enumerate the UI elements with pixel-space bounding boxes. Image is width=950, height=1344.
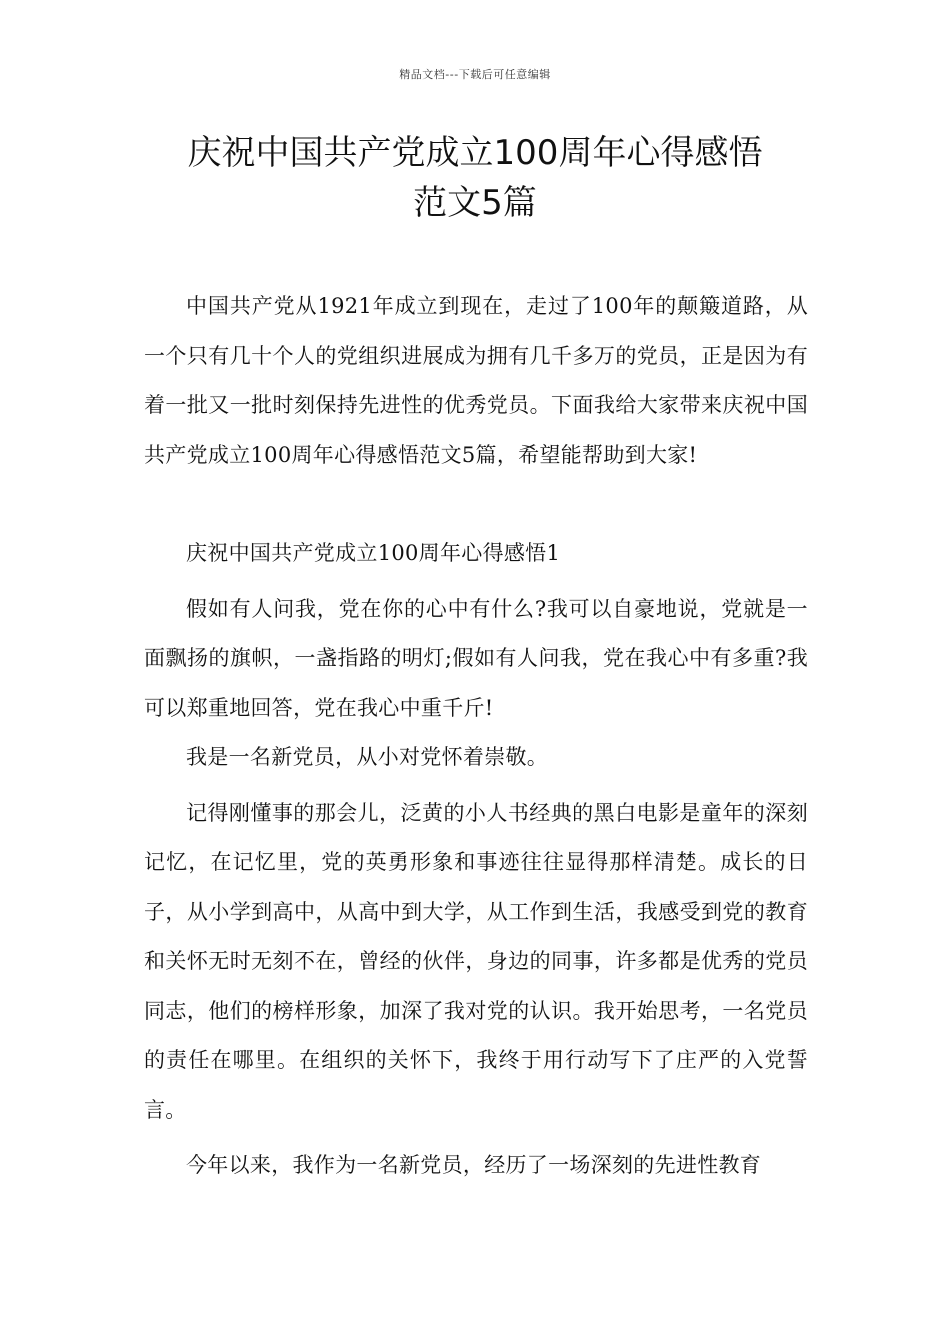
document-body [144,282,808,1191]
body-paragraph-4: 今年以来，我作为一名新党员，经历了一场深刻的先进性教育 [186,1153,762,1177]
body-paragraph-2: 我是一名新党员，从小对党怀着崇敬。 [186,745,549,769]
intro-paragraph: 中国共产党从1921年成立到现在，走过了100年的颠簸道路，从一个只有几十个人的党组织进展成为拥有几千多万的党员，正是因为有着一批又一批时刻保持先进性的优秀党员。下面我给大家带来庆祝中国共产党成立100周年心得感悟范文5篇，希望能帮助到大家! [144,294,808,467]
header-note: 精品文档---下载后可任意编辑 [399,68,551,81]
document-title [100,128,850,228]
section-heading: 庆祝中国共产党成立100周年心得感悟1 [186,541,561,565]
body-paragraph-1: 假如有人问我，党在你的心中有什么?我可以自豪地说，党就是一面飘扬的旗帜，一盏指路的明灯;假如有人问我，党在我心中有多重?我可以郑重地回答，党在我心中重千斤! [144,596,808,720]
paragraph-gap [144,480,808,529]
title-line-2: 范文5篇 [413,183,537,223]
title-line-1: 庆祝中国共产党成立100周年心得感悟 [187,133,763,173]
body-paragraph-3: 记得刚懂事的那会儿，泛黄的小人书经典的黑白电影是童年的深刻记忆，在记忆里，党的英勇形象和事迹往往显得那样清楚。成长的日子，从小学到高中，从高中到大学，从工作到生活，我感受到党的教育和关怀无时无刻不在，曾经的伙伴，身边的同事，许多都是优秀的党员同志，他们的榜样形象，加深了我对党的认识。我开始思考，一名党员的责任在哪里。在组织的关怀下，我终于用行动写下了庄严的入党誓言。 [144,800,808,1122]
